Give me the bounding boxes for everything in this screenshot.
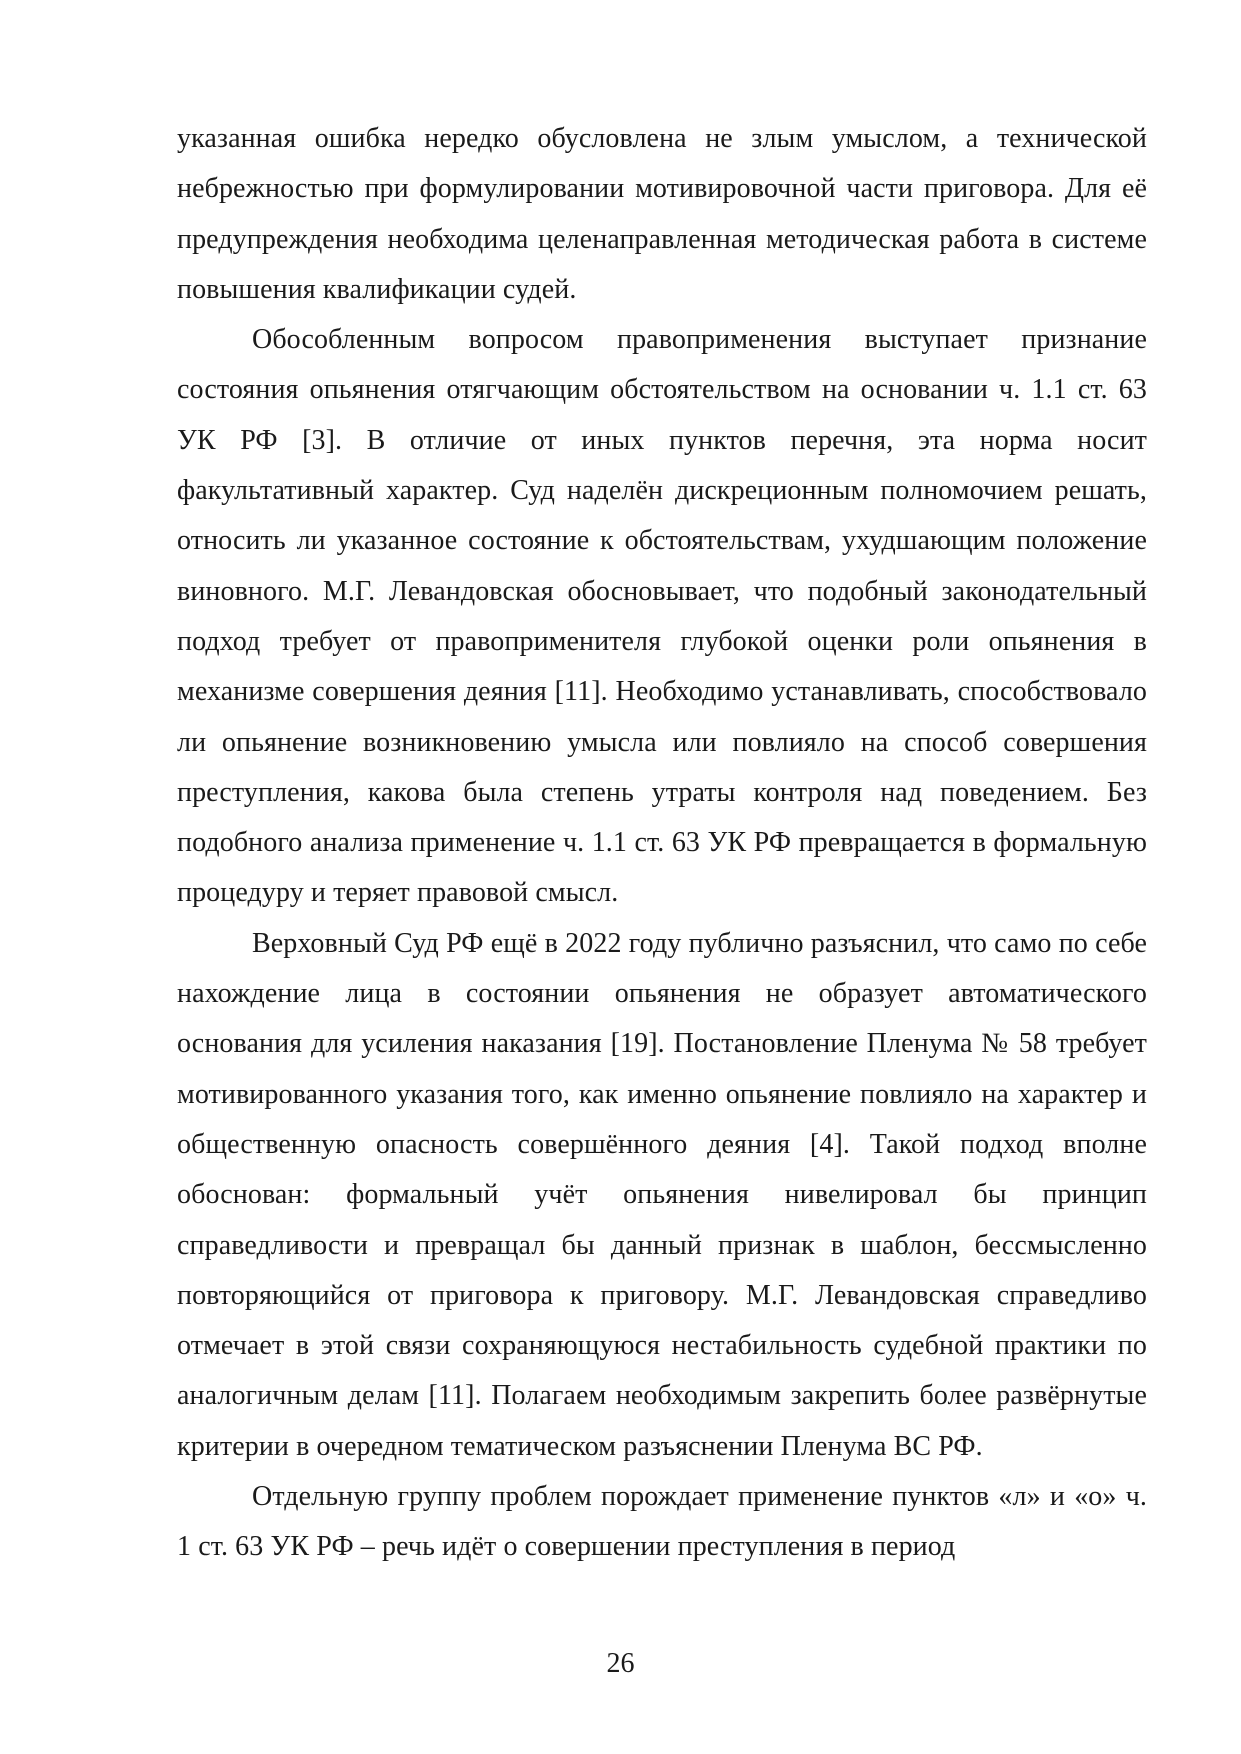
paragraph-3: Верховный Суд РФ ещё в 2022 году публично разъяснил, что само по себе нахождение лица в состоянии опьянения не образует автоматического основания для усиления наказания [19]. Постановление Пленума № 58 требует мотивированного указания того, как именно опьянение повлияло на характер и общественную опасность совершённого деяния [4]. Такой подход вполне обоснован: формальный учёт опьянения нивелировал бы принцип справедливости и превращал бы данный признак в шаблон, бессмысленно повторяющийся от приговора к приговору. М.Г. Левандовская справедливо отмечает в этой связи сохраняющуюся нестабильность судебной практики по аналогичным делам [11]. Полагаем необходимым закрепить более развёрнутые критерии в очередном тематическом разъяснении Пленума ВС РФ.: [177, 927, 1147, 1462]
paragraph-4: Отдельную группу проблем порождает применение пунктов «л» и «о» ч. 1 ст. 63 УК РФ – речь идёт о совершении преступления в период: [177, 1481, 1147, 1563]
paragraph-1: указанная ошибка нередко обусловлена не злым умыслом, а технической небрежностью при формулировании мотивировочной части приговора. Для её предупреждения необходима целенаправленная методическая работа в системе повышения квалификации судей.: [177, 123, 1147, 305]
paragraph-2: Обособленным вопросом правоприменения выступает признание состояния опьянения отягчающим обстоятельством на основании ч. 1.1 ст. 63 УК РФ [3]. В отличие от иных пунктов перечня, эта норма носит факультативный характер. Суд наделён дискреционным полномочием решать, относить ли указанное состояние к обстоятельствам, ухудшающим положение виновного. М.Г. Левандовская обосновывает, что подобный законодательный подход требует от правоприменителя глубокой оценки роли опьянения в механизме совершения деяния [11]. Необходимо устанавливать, способствовало ли опьянение возникновению умысла или повлияло на способ совершения преступления, какова была степень утраты контроля над поведением. Без подобного анализа применение ч. 1.1 ст. 63 УК РФ превращается в формальную процедуру и теряет правовой смысл.: [177, 324, 1147, 909]
body-text: [177, 114, 1147, 1573]
page-number: 26: [606, 1648, 635, 1679]
